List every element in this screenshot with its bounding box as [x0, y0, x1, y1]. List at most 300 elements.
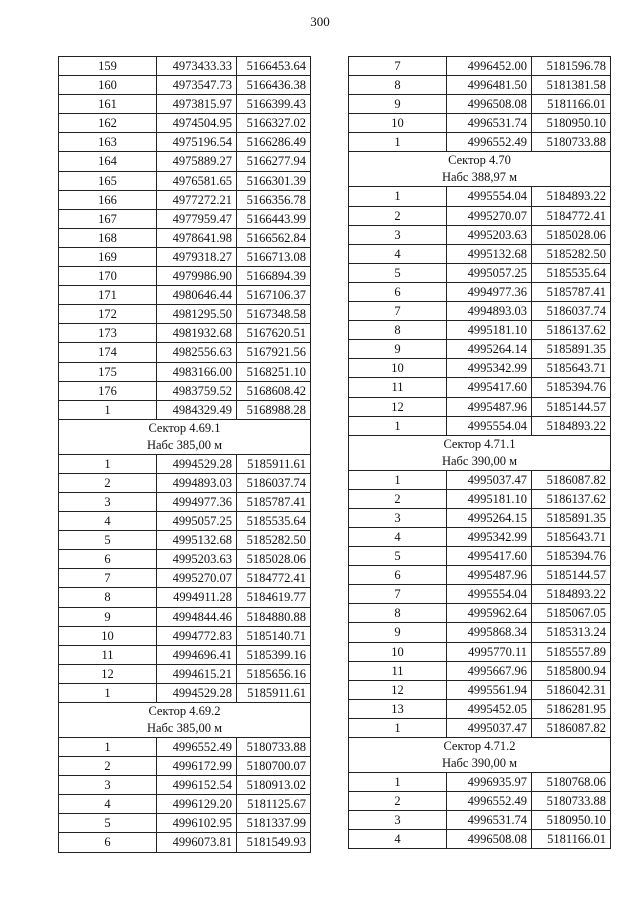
sector-title: Сектор 4.70: [448, 153, 511, 168]
y-coordinate-cell: 5166399.43: [237, 95, 311, 114]
point-number-cell: 171: [59, 286, 157, 305]
table-row: [59, 776, 311, 795]
table-row: [59, 171, 311, 190]
table-row: [59, 76, 311, 95]
x-coordinate-cell: 4973815.97: [157, 95, 237, 114]
table-row: [59, 454, 311, 473]
point-number-cell: 159: [59, 57, 157, 76]
x-coordinate-cell: 4995037.47: [447, 470, 532, 489]
x-coordinate-cell: 4996172.99: [157, 757, 237, 776]
y-coordinate-cell: 5184893.22: [532, 585, 611, 604]
table-row: [59, 492, 311, 511]
sector-header-row: [349, 152, 611, 187]
sector-header: [349, 152, 611, 187]
table-row: [349, 95, 611, 114]
table-row: [349, 378, 611, 397]
x-coordinate-cell: 4996452.00: [447, 57, 532, 76]
table-row: [59, 683, 311, 702]
x-coordinate-cell: 4996102.95: [157, 814, 237, 833]
y-coordinate-cell: 5185891.35: [532, 508, 611, 527]
y-coordinate-cell: 5185394.76: [532, 378, 611, 397]
point-number-cell: 1: [59, 400, 157, 419]
point-number-cell: 12: [349, 680, 447, 699]
point-number-cell: 161: [59, 95, 157, 114]
y-coordinate-cell: 5166562.84: [237, 228, 311, 247]
y-coordinate-cell: 5185282.50: [237, 531, 311, 550]
table-row: [59, 569, 311, 588]
x-coordinate-cell: 4995270.07: [447, 206, 532, 225]
x-coordinate-cell: 4995132.68: [447, 244, 532, 263]
table-row: [349, 206, 611, 225]
point-number-cell: 5: [59, 814, 157, 833]
point-number-cell: 169: [59, 247, 157, 266]
x-coordinate-cell: 4975196.54: [157, 133, 237, 152]
x-coordinate-cell: 4978641.98: [157, 228, 237, 247]
table-row: [349, 133, 611, 152]
y-coordinate-cell: 5185535.64: [237, 512, 311, 531]
sector-title: Сектор 4.69.2: [148, 704, 221, 718]
y-coordinate-cell: 5184893.22: [532, 416, 611, 435]
y-coordinate-cell: 5185535.64: [532, 263, 611, 282]
y-coordinate-cell: 5185144.57: [532, 397, 611, 416]
x-coordinate-cell: 4996508.08: [447, 95, 532, 114]
table-row: [349, 830, 611, 849]
y-coordinate-cell: 5184619.77: [237, 588, 311, 607]
x-coordinate-cell: 4979318.27: [157, 247, 237, 266]
table-row: [349, 282, 611, 301]
x-coordinate-cell: 4996129.20: [157, 795, 237, 814]
table-row: [349, 527, 611, 546]
table-row: [349, 302, 611, 321]
point-number-cell: 1: [349, 470, 447, 489]
y-coordinate-cell: 5185282.50: [532, 244, 611, 263]
coordinates-table-left: [58, 56, 311, 853]
table-row: [59, 152, 311, 171]
sector-title: Сектор 4.71.2: [443, 739, 516, 753]
point-number-cell: 1: [59, 738, 157, 757]
point-number-cell: 3: [59, 492, 157, 511]
x-coordinate-cell: 4994977.36: [157, 492, 237, 511]
table-row: [349, 718, 611, 737]
sector-header-row: [349, 435, 611, 470]
table-row: [349, 508, 611, 527]
x-coordinate-cell: 4984329.49: [157, 400, 237, 419]
coordinates-table-right: [348, 56, 611, 849]
y-coordinate-cell: 5166277.94: [237, 152, 311, 171]
point-number-cell: 167: [59, 209, 157, 228]
x-coordinate-cell: 4994911.28: [157, 588, 237, 607]
x-coordinate-cell: 4996552.49: [447, 133, 532, 152]
y-coordinate-cell: 5185028.06: [532, 225, 611, 244]
x-coordinate-cell: 4995554.04: [447, 416, 532, 435]
y-coordinate-cell: 5185911.61: [237, 683, 311, 702]
point-number-cell: 6: [59, 833, 157, 852]
x-coordinate-cell: 4977272.21: [157, 190, 237, 209]
sector-title: Сектор 4.69.1: [148, 420, 221, 435]
table-row: [59, 833, 311, 852]
table-row: [349, 416, 611, 435]
table-row: [59, 381, 311, 400]
y-coordinate-cell: 5184880.88: [237, 607, 311, 626]
point-number-cell: 8: [349, 604, 447, 623]
point-number-cell: 6: [349, 566, 447, 585]
x-coordinate-cell: 4995264.14: [447, 340, 532, 359]
point-number-cell: 163: [59, 133, 157, 152]
table-row: [349, 244, 611, 263]
point-number-cell: 2: [59, 473, 157, 492]
table-row: [59, 473, 311, 492]
y-coordinate-cell: 5185911.61: [237, 454, 311, 473]
table-row: [59, 757, 311, 776]
x-coordinate-cell: 4995270.07: [157, 569, 237, 588]
point-number-cell: 9: [349, 95, 447, 114]
table-row: [59, 267, 311, 286]
x-coordinate-cell: 4995037.47: [447, 718, 532, 737]
x-coordinate-cell: 4995554.04: [447, 585, 532, 604]
x-coordinate-cell: 4994696.41: [157, 645, 237, 664]
table-row: [59, 531, 311, 550]
point-number-cell: 8: [349, 76, 447, 95]
point-number-cell: 1: [349, 718, 447, 737]
table-row: [349, 623, 611, 642]
x-coordinate-cell: 4974504.95: [157, 114, 237, 133]
y-coordinate-cell: 5166894.39: [237, 267, 311, 286]
y-coordinate-cell: 5168988.28: [237, 400, 311, 419]
point-number-cell: 4: [349, 244, 447, 263]
sector-nabs: Набс 390,00 м: [441, 453, 518, 468]
y-coordinate-cell: 5184772.41: [237, 569, 311, 588]
point-number-cell: 2: [59, 757, 157, 776]
y-coordinate-cell: 5180950.10: [532, 114, 611, 133]
y-coordinate-cell: 5185643.71: [532, 527, 611, 546]
point-number-cell: 1: [349, 133, 447, 152]
point-number-cell: 10: [349, 642, 447, 661]
point-number-cell: 165: [59, 171, 157, 190]
x-coordinate-cell: 4995962.64: [447, 604, 532, 623]
y-coordinate-cell: 5167348.58: [237, 305, 311, 324]
y-coordinate-cell: 5184893.22: [532, 187, 611, 206]
table-row: [59, 343, 311, 362]
table-row: [59, 247, 311, 266]
y-coordinate-cell: 5181166.01: [532, 830, 611, 849]
y-coordinate-cell: 5181166.01: [532, 95, 611, 114]
x-coordinate-cell: 4995342.99: [447, 527, 532, 546]
x-coordinate-cell: 4995181.10: [447, 321, 532, 340]
y-coordinate-cell: 5168608.42: [237, 381, 311, 400]
y-coordinate-cell: 5167620.51: [237, 324, 311, 343]
table-row: [59, 190, 311, 209]
table-row: [59, 114, 311, 133]
x-coordinate-cell: 4973433.33: [157, 57, 237, 76]
x-coordinate-cell: 4996552.49: [447, 792, 532, 811]
point-number-cell: 173: [59, 324, 157, 343]
y-coordinate-cell: 5180913.02: [237, 776, 311, 795]
x-coordinate-cell: 4980646.44: [157, 286, 237, 305]
x-coordinate-cell: 4995452.05: [447, 699, 532, 718]
y-coordinate-cell: 5186087.82: [532, 718, 611, 737]
table-row: [349, 114, 611, 133]
table-row: [349, 57, 611, 76]
y-coordinate-cell: 5166443.99: [237, 209, 311, 228]
table-row: [59, 95, 311, 114]
y-coordinate-cell: 5185787.41: [237, 492, 311, 511]
table-row: [349, 489, 611, 508]
point-number-cell: 175: [59, 362, 157, 381]
x-coordinate-cell: 4995417.60: [447, 378, 532, 397]
table-row: [59, 664, 311, 683]
x-coordinate-cell: 4977959.47: [157, 209, 237, 228]
x-coordinate-cell: 4995203.63: [447, 225, 532, 244]
point-number-cell: 10: [349, 359, 447, 378]
table-row: [349, 321, 611, 340]
point-number-cell: 1: [349, 416, 447, 435]
table-row: [59, 550, 311, 569]
table-row: [59, 209, 311, 228]
y-coordinate-cell: 5166286.49: [237, 133, 311, 152]
x-coordinate-cell: 4979986.90: [157, 267, 237, 286]
y-coordinate-cell: 5181125.67: [237, 795, 311, 814]
x-coordinate-cell: 4994529.28: [157, 454, 237, 473]
point-number-cell: 12: [349, 397, 447, 416]
point-number-cell: 7: [59, 569, 157, 588]
table-row: [59, 57, 311, 76]
point-number-cell: 7: [349, 57, 447, 76]
point-number-cell: 3: [349, 225, 447, 244]
table-row: [59, 795, 311, 814]
point-number-cell: 1: [59, 454, 157, 473]
y-coordinate-cell: 5185028.06: [237, 550, 311, 569]
x-coordinate-cell: 4995417.60: [447, 547, 532, 566]
table-row: [349, 642, 611, 661]
y-coordinate-cell: 5180733.88: [532, 133, 611, 152]
sector-header-row: [59, 419, 311, 454]
x-coordinate-cell: 4994893.03: [157, 473, 237, 492]
x-coordinate-cell: 4983166.00: [157, 362, 237, 381]
x-coordinate-cell: 4996531.74: [447, 114, 532, 133]
point-number-cell: 1: [349, 773, 447, 792]
point-number-cell: 13: [349, 699, 447, 718]
y-coordinate-cell: 5186087.82: [532, 470, 611, 489]
y-coordinate-cell: 5181596.78: [532, 57, 611, 76]
table-row: [349, 76, 611, 95]
x-coordinate-cell: 4995264.15: [447, 508, 532, 527]
y-coordinate-cell: 5185067.05: [532, 604, 611, 623]
x-coordinate-cell: 4994893.03: [447, 302, 532, 321]
table-row: [59, 738, 311, 757]
table-row: [59, 228, 311, 247]
x-coordinate-cell: 4975889.27: [157, 152, 237, 171]
y-coordinate-cell: 5166713.08: [237, 247, 311, 266]
point-number-cell: 12: [59, 664, 157, 683]
table-row: [349, 661, 611, 680]
y-coordinate-cell: 5180733.88: [532, 792, 611, 811]
x-coordinate-cell: 4995561.94: [447, 680, 532, 699]
point-number-cell: 170: [59, 267, 157, 286]
table-row: [349, 263, 611, 282]
y-coordinate-cell: 5186037.74: [532, 302, 611, 321]
y-coordinate-cell: 5166356.78: [237, 190, 311, 209]
sector-nabs: Набс 385,00 м: [146, 721, 223, 735]
y-coordinate-cell: 5185313.24: [532, 623, 611, 642]
sector-header: [59, 419, 311, 454]
point-number-cell: 3: [349, 811, 447, 830]
y-coordinate-cell: 5185891.35: [532, 340, 611, 359]
y-coordinate-cell: 5186137.62: [532, 321, 611, 340]
page-number: 300: [310, 14, 330, 29]
point-number-cell: 168: [59, 228, 157, 247]
sector-nabs: Набс 388,97 м: [441, 170, 518, 185]
y-coordinate-cell: 5166301.39: [237, 171, 311, 190]
table-row: [59, 607, 311, 626]
table-row: [59, 400, 311, 419]
point-number-cell: 4: [59, 512, 157, 531]
point-number-cell: 4: [59, 795, 157, 814]
x-coordinate-cell: 4982556.63: [157, 343, 237, 362]
point-number-cell: 2: [349, 792, 447, 811]
x-coordinate-cell: 4995203.63: [157, 550, 237, 569]
table-row: [59, 324, 311, 343]
x-coordinate-cell: 4995554.04: [447, 187, 532, 206]
x-coordinate-cell: 4995487.96: [447, 566, 532, 585]
sector-header-row: [349, 738, 611, 773]
y-coordinate-cell: 5186137.62: [532, 489, 611, 508]
x-coordinate-cell: 4996531.74: [447, 811, 532, 830]
table-row: [59, 362, 311, 381]
table-row: [349, 585, 611, 604]
x-coordinate-cell: 4995868.34: [447, 623, 532, 642]
table-row: [349, 397, 611, 416]
point-number-cell: 3: [349, 508, 447, 527]
x-coordinate-cell: 4981295.50: [157, 305, 237, 324]
y-coordinate-cell: 5185787.41: [532, 282, 611, 301]
table-row: [349, 187, 611, 206]
sector-header: [349, 738, 611, 773]
table-row: [349, 547, 611, 566]
table-row: [59, 133, 311, 152]
y-coordinate-cell: 5166453.64: [237, 57, 311, 76]
point-number-cell: 5: [59, 531, 157, 550]
x-coordinate-cell: 4995770.11: [447, 642, 532, 661]
y-coordinate-cell: 5186042.31: [532, 680, 611, 699]
x-coordinate-cell: 4976581.65: [157, 171, 237, 190]
y-coordinate-cell: 5181337.99: [237, 814, 311, 833]
x-coordinate-cell: 4973547.73: [157, 76, 237, 95]
point-number-cell: 174: [59, 343, 157, 362]
point-number-cell: 5: [349, 547, 447, 566]
point-number-cell: 4: [349, 527, 447, 546]
table-row: [349, 604, 611, 623]
y-coordinate-cell: 5184772.41: [532, 206, 611, 225]
y-coordinate-cell: 5185399.16: [237, 645, 311, 664]
x-coordinate-cell: 4994615.21: [157, 664, 237, 683]
point-number-cell: 2: [349, 489, 447, 508]
y-coordinate-cell: 5167106.37: [237, 286, 311, 305]
x-coordinate-cell: 4996508.08: [447, 830, 532, 849]
point-number-cell: 6: [349, 282, 447, 301]
y-coordinate-cell: 5168251.10: [237, 362, 311, 381]
y-coordinate-cell: 5166436.38: [237, 76, 311, 95]
y-coordinate-cell: 5180768.06: [532, 773, 611, 792]
table-row: [59, 512, 311, 531]
table-row: [59, 645, 311, 664]
x-coordinate-cell: 4996552.49: [157, 738, 237, 757]
x-coordinate-cell: 4995667.96: [447, 661, 532, 680]
x-coordinate-cell: 4996073.81: [157, 833, 237, 852]
table-row: [349, 811, 611, 830]
sector-nabs: Набс 385,00 м: [146, 437, 223, 452]
y-coordinate-cell: 5185144.57: [532, 566, 611, 585]
point-number-cell: 8: [59, 588, 157, 607]
x-coordinate-cell: 4995132.68: [157, 531, 237, 550]
y-coordinate-cell: 5180700.07: [237, 757, 311, 776]
y-coordinate-cell: 5181381.58: [532, 76, 611, 95]
x-coordinate-cell: 4995342.99: [447, 359, 532, 378]
y-coordinate-cell: 5185394.76: [532, 547, 611, 566]
sector-title: Сектор 4.71.1: [443, 436, 516, 451]
point-number-cell: 172: [59, 305, 157, 324]
x-coordinate-cell: 4983759.52: [157, 381, 237, 400]
table-row: [349, 340, 611, 359]
x-coordinate-cell: 4981932.68: [157, 324, 237, 343]
point-number-cell: 166: [59, 190, 157, 209]
sector-header: [59, 703, 311, 738]
point-number-cell: 162: [59, 114, 157, 133]
y-coordinate-cell: 5185643.71: [532, 359, 611, 378]
x-coordinate-cell: 4995057.25: [447, 263, 532, 282]
x-coordinate-cell: 4996152.54: [157, 776, 237, 795]
y-coordinate-cell: 5181549.93: [237, 833, 311, 852]
table-row: [349, 470, 611, 489]
y-coordinate-cell: 5167921.56: [237, 343, 311, 362]
point-number-cell: 3: [59, 776, 157, 795]
table-row: [349, 566, 611, 585]
sector-header: [349, 435, 611, 470]
point-number-cell: 7: [349, 302, 447, 321]
table-row: [59, 305, 311, 324]
point-number-cell: 176: [59, 381, 157, 400]
y-coordinate-cell: 5180733.88: [237, 738, 311, 757]
x-coordinate-cell: 4996481.50: [447, 76, 532, 95]
point-number-cell: 2: [349, 206, 447, 225]
table-row: [349, 699, 611, 718]
point-number-cell: 5: [349, 263, 447, 282]
point-number-cell: 9: [349, 623, 447, 642]
y-coordinate-cell: 5185140.71: [237, 626, 311, 645]
point-number-cell: 8: [349, 321, 447, 340]
x-coordinate-cell: 4994772.83: [157, 626, 237, 645]
table-row: [59, 588, 311, 607]
x-coordinate-cell: 4995181.10: [447, 489, 532, 508]
y-coordinate-cell: 5185557.89: [532, 642, 611, 661]
table-row: [349, 225, 611, 244]
point-number-cell: 1: [349, 187, 447, 206]
table-row: [59, 626, 311, 645]
y-coordinate-cell: 5180950.10: [532, 811, 611, 830]
point-number-cell: 160: [59, 76, 157, 95]
point-number-cell: 4: [349, 830, 447, 849]
point-number-cell: 9: [59, 607, 157, 626]
x-coordinate-cell: 4994844.46: [157, 607, 237, 626]
point-number-cell: 164: [59, 152, 157, 171]
y-coordinate-cell: 5166327.02: [237, 114, 311, 133]
point-number-cell: 10: [349, 114, 447, 133]
y-coordinate-cell: 5186037.74: [237, 473, 311, 492]
point-number-cell: 7: [349, 585, 447, 604]
point-number-cell: 11: [349, 378, 447, 397]
table-row: [349, 792, 611, 811]
point-number-cell: 1: [59, 683, 157, 702]
point-number-cell: 6: [59, 550, 157, 569]
